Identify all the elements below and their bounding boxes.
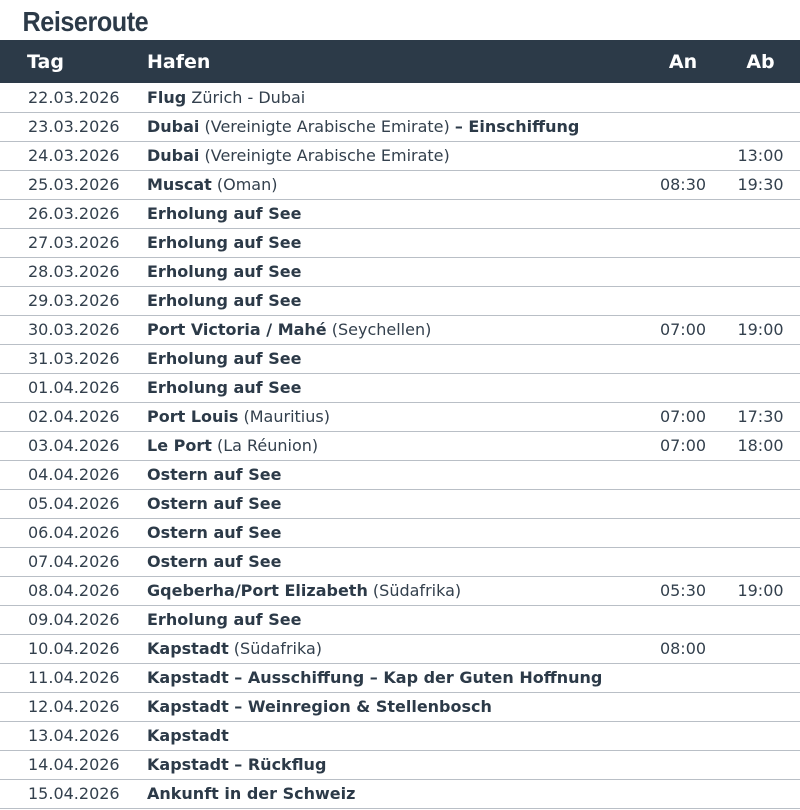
table-row (0, 576, 800, 605)
port-detail: (Vereinigte Arabische Emirate) (199, 146, 450, 165)
table-row (0, 402, 800, 431)
port-cell (147, 83, 645, 112)
port-name: Ostern auf See (147, 465, 282, 484)
table-row (0, 431, 800, 460)
departure-time (721, 344, 800, 373)
date-cell: 23.03.2026 (28, 117, 120, 136)
port-detail: (Oman) (211, 175, 278, 194)
table-row (0, 634, 800, 663)
table-row (0, 344, 800, 373)
date-cell: 11.04.2026 (28, 668, 120, 687)
port-name: Dubai (147, 146, 200, 165)
date-cell: 12.04.2026 (28, 697, 120, 716)
departure-time (721, 83, 800, 112)
date-cell: 31.03.2026 (28, 349, 120, 368)
port-name: Erholung auf See (147, 349, 302, 368)
table-header (0, 40, 800, 83)
table-row (0, 199, 800, 228)
column-header-an: An (668, 50, 698, 73)
arrival-time (645, 228, 721, 257)
date-cell: 24.03.2026 (28, 146, 120, 165)
arrival-time (645, 257, 721, 286)
departure-time (721, 750, 800, 779)
table-row (0, 692, 800, 721)
arrival-time (645, 518, 721, 547)
port-cell (147, 344, 645, 373)
port-name: Gqeberha/Port Elizabeth (147, 581, 368, 600)
arrival-time (645, 344, 721, 373)
table-row (0, 170, 800, 199)
port-name: Ostern auf See (147, 494, 282, 513)
port-cell (147, 112, 645, 141)
table-row (0, 286, 800, 315)
date-cell: 29.03.2026 (28, 291, 120, 310)
port-cell (147, 721, 645, 750)
date-cell: 30.03.2026 (28, 320, 120, 339)
port-name: Dubai (147, 117, 200, 136)
table-row (0, 518, 800, 547)
date-cell: 05.04.2026 (28, 494, 120, 513)
table-row (0, 460, 800, 489)
port-name: Ostern auf See (147, 523, 282, 542)
date-cell: 10.04.2026 (28, 639, 120, 658)
date-cell: 28.03.2026 (28, 262, 120, 281)
port-cell (147, 373, 645, 402)
itinerary-table (0, 40, 800, 809)
port-name: Erholung auf See (147, 204, 302, 223)
departure-time (721, 489, 800, 518)
port-name: Kapstadt – Rückflug (147, 755, 327, 774)
column-header-ab: Ab (746, 50, 775, 73)
date-cell: 09.04.2026 (28, 610, 120, 629)
page-title: Reiseroute (22, 6, 149, 37)
arrival-time (645, 199, 721, 228)
port-cell (147, 402, 645, 431)
departure-time (721, 460, 800, 489)
departure-time: 18:00 (737, 436, 784, 455)
arrival-time (645, 83, 721, 112)
date-cell: 22.03.2026 (28, 87, 120, 107)
port-cell (147, 170, 645, 199)
arrival-time (645, 112, 721, 141)
departure-time (721, 605, 800, 634)
port-name: Erholung auf See (147, 262, 302, 281)
table-row (0, 141, 800, 170)
date-cell: 26.03.2026 (28, 204, 120, 223)
departure-time (721, 373, 800, 402)
arrival-time: 08:30 (659, 175, 707, 194)
departure-time: 17:30 (737, 407, 784, 426)
departure-time (721, 547, 800, 576)
port-name: Erholung auf See (147, 233, 302, 252)
port-cell (147, 605, 645, 634)
port-detail: (Mauritius) (238, 407, 330, 426)
header-row (0, 40, 800, 83)
departure-time (721, 518, 800, 547)
table-row (0, 489, 800, 518)
departure-time (721, 779, 800, 808)
port-cell (147, 634, 645, 663)
port-name: Port Victoria / Mahé (147, 320, 327, 339)
departure-time (721, 257, 800, 286)
arrival-time (645, 692, 721, 721)
arrival-time (645, 373, 721, 402)
port-name: Ankunft in der Schweiz (147, 784, 356, 803)
table-row (0, 315, 800, 344)
table-row (0, 663, 800, 692)
port-cell (147, 199, 645, 228)
date-cell: 04.04.2026 (28, 465, 120, 484)
table-row (0, 112, 800, 141)
date-cell: 13.04.2026 (28, 726, 120, 745)
port-name: Muscat (147, 175, 212, 194)
port-name: Erholung auf See (147, 291, 302, 310)
arrival-time (645, 750, 721, 779)
arrival-time (645, 489, 721, 518)
port-name: Erholung auf See (147, 378, 302, 397)
departure-time (721, 199, 800, 228)
port-detail: Zürich - Dubai (186, 87, 306, 107)
date-cell: 06.04.2026 (28, 523, 120, 542)
arrival-time (645, 286, 721, 315)
arrival-time: 07:00 (659, 320, 707, 339)
date-cell: 15.04.2026 (28, 784, 120, 803)
port-cell (147, 315, 645, 344)
port-cell (147, 779, 645, 808)
arrival-time (645, 605, 721, 634)
date-cell: 07.04.2026 (28, 552, 120, 571)
table-row (0, 779, 800, 808)
port-cell (147, 750, 645, 779)
arrival-time: 07:00 (659, 407, 707, 426)
port-name: Flug (147, 87, 187, 107)
port-detail: (Südafrika) (367, 581, 462, 600)
date-cell: 27.03.2026 (28, 233, 120, 252)
port-cell (147, 547, 645, 576)
table-row (0, 721, 800, 750)
departure-time (721, 634, 800, 663)
port-cell (147, 576, 645, 605)
port-detail: (Vereinigte Arabische Emirate) (199, 117, 455, 136)
departure-time: 19:30 (737, 175, 784, 194)
arrival-time (645, 663, 721, 692)
port-cell (147, 431, 645, 460)
departure-time: 19:00 (737, 581, 784, 600)
arrival-time (645, 460, 721, 489)
port-name: Erholung auf See (147, 610, 302, 629)
arrival-time (645, 547, 721, 576)
arrival-time (645, 779, 721, 808)
port-name: Le Port (147, 436, 212, 455)
table-row (0, 373, 800, 402)
table-row (0, 228, 800, 257)
port-cell (147, 692, 645, 721)
date-cell: 03.04.2026 (28, 436, 120, 455)
table-row (0, 257, 800, 286)
port-detail: (Seychellen) (326, 320, 432, 339)
departure-time (721, 721, 800, 750)
port-note: – Einschiffung (454, 117, 580, 136)
port-detail: (Südafrika) (228, 639, 322, 658)
port-cell (147, 141, 645, 170)
port-name: Ostern auf See (147, 552, 282, 571)
arrival-time: 07:00 (659, 436, 707, 455)
port-name: Port Louis (147, 407, 239, 426)
arrival-time: 05:30 (659, 581, 707, 600)
table-body (0, 83, 800, 808)
departure-time (721, 692, 800, 721)
port-cell (147, 286, 645, 315)
date-cell: 25.03.2026 (28, 175, 120, 194)
date-cell: 14.04.2026 (28, 755, 120, 774)
port-detail: (La Réunion) (211, 436, 319, 455)
table-row (0, 750, 800, 779)
table-row (0, 605, 800, 634)
date-cell: 01.04.2026 (28, 378, 120, 397)
port-name: Kapstadt (147, 639, 229, 658)
table-row (0, 83, 800, 112)
departure-time: 13:00 (737, 146, 784, 165)
port-name: Kapstadt – Weinregion & Stellenbosch (147, 697, 492, 716)
column-header-tag: Tag (27, 50, 64, 73)
port-name: Kapstadt (147, 726, 229, 745)
port-cell (147, 460, 645, 489)
departure-time (721, 286, 800, 315)
arrival-time (645, 721, 721, 750)
date-cell: 02.04.2026 (28, 407, 120, 426)
table-row (0, 547, 800, 576)
port-name: Kapstadt – Ausschiffung – Kap der Guten Hoffnung (147, 668, 603, 687)
date-cell: 08.04.2026 (28, 581, 120, 600)
port-cell (147, 228, 645, 257)
arrival-time (645, 141, 721, 170)
departure-time (721, 112, 800, 141)
port-cell (147, 663, 645, 692)
departure-time: 19:00 (737, 320, 784, 339)
column-header-hafen: Hafen (147, 50, 211, 73)
departure-time (721, 228, 800, 257)
departure-time (721, 663, 800, 692)
port-cell (147, 257, 645, 286)
arrival-time: 08:00 (659, 639, 707, 658)
port-cell (147, 518, 645, 547)
port-cell (147, 489, 645, 518)
